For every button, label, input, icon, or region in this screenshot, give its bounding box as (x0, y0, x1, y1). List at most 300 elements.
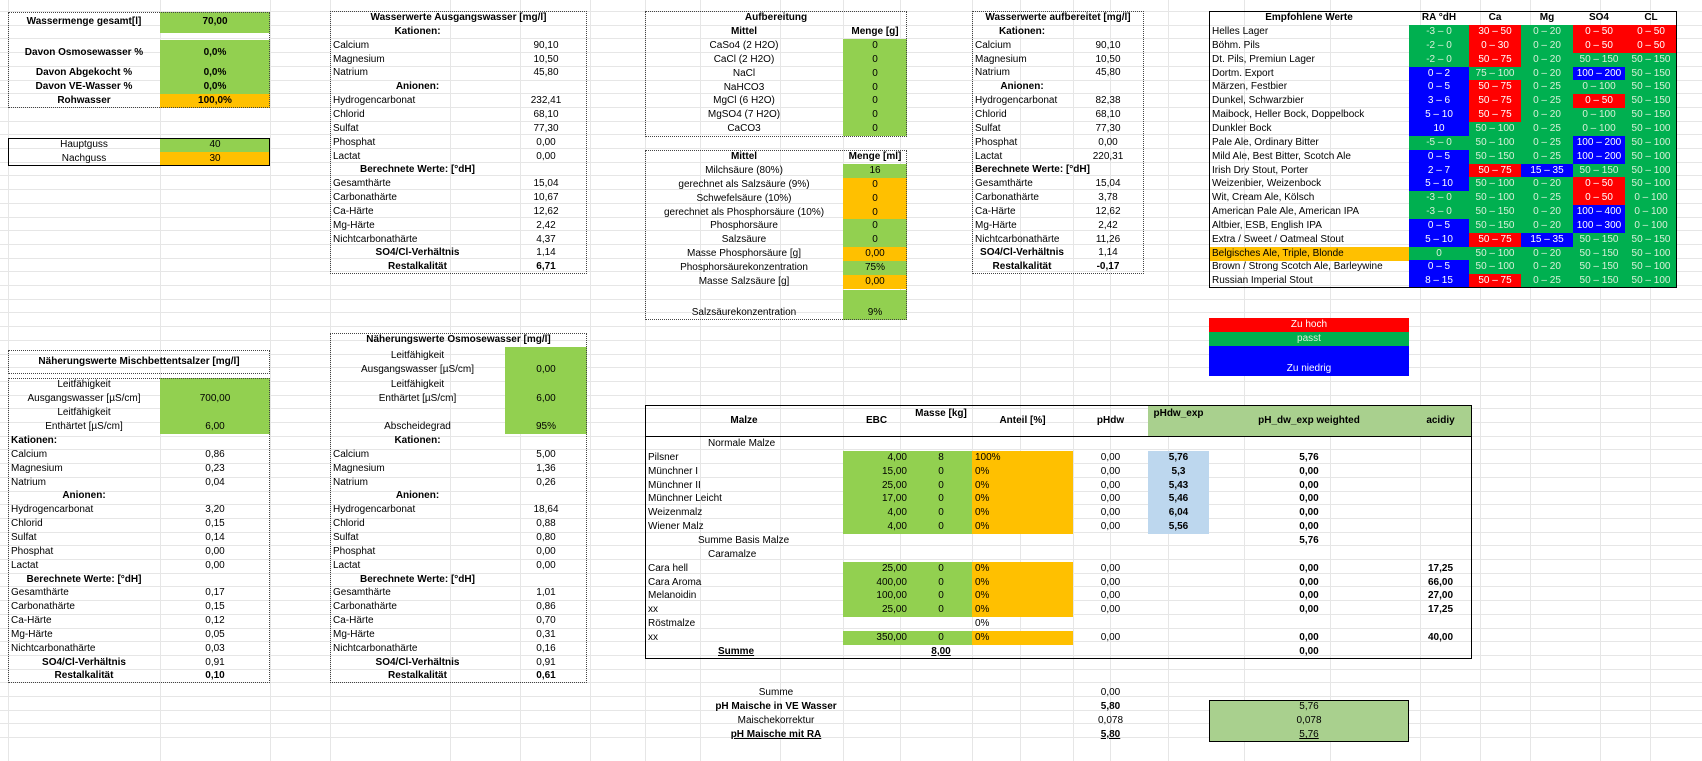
acid-name: Phosphorsäurekonzentration (680, 262, 808, 273)
osmose-ion-label: Natrium (333, 477, 369, 488)
leit-label: Enthärtet [µS/cm] (378, 393, 457, 404)
malt-phdw: 0,00 (1100, 590, 1121, 601)
beer-style[interactable]: Russian Imperial Stout (1212, 275, 1313, 286)
beer-style[interactable]: Wit, Cream Ale, Kölsch (1212, 192, 1315, 203)
mischbett-hardness-value[interactable]: 0,12 (205, 615, 225, 626)
malt-share[interactable]: 100% (972, 451, 1073, 465)
malt-ph-weighted: 0,00 (1299, 563, 1319, 574)
beer-style[interactable]: Dunkel, Schwarzbier (1212, 95, 1304, 106)
mischbett-ion-label: Magnesium (11, 463, 63, 474)
guss-label: Hauptguss (60, 139, 108, 150)
empfohlen-title: Empfohlene Werte (1265, 12, 1353, 23)
mischbett-ion-label: Calcium (11, 449, 48, 460)
malt-share[interactable]: 0% (972, 631, 1073, 645)
range-cell: 50 – 150 (1573, 233, 1625, 247)
range-cell: 50 – 150 (1573, 260, 1625, 274)
ausgangswasser-ion-value[interactable]: 232,41 (530, 95, 562, 106)
beer-style[interactable]: Weizenbier, Weizenbock (1212, 178, 1322, 189)
range-cell: 0 – 20 (1521, 205, 1573, 219)
mischbett-hardness-value[interactable]: 0,17 (205, 587, 225, 598)
malt-phdw-exp: 5,3 (1148, 465, 1209, 479)
range-cell: 0 – 50 (1573, 25, 1625, 39)
range-cell: 100 – 200 (1573, 150, 1625, 164)
beer-style[interactable]: Helles Lager (1212, 26, 1269, 37)
guss-label: Nachguss (61, 153, 107, 164)
malt-ph-weighted: 5,76 (1299, 452, 1319, 463)
malze-col-head: pHdw_exp (1148, 405, 1209, 437)
range-cell: 0 – 50 (1573, 39, 1625, 53)
malt-ebc[interactable]: 4,00 (843, 520, 910, 534)
aufbereitet-ion-value[interactable]: 45,80 (1095, 67, 1121, 78)
acid-amount[interactable]: 16 (843, 164, 907, 178)
malt-share[interactable]: 0% (972, 562, 1073, 576)
malt-phdw: 0,00 (1100, 563, 1121, 574)
range-cell: 0 – 25 (1521, 274, 1573, 288)
malt-name: Cara Aroma (648, 577, 702, 588)
salt-amount[interactable]: 0 (843, 81, 907, 95)
aufbereitet-ion-value[interactable]: 82,38 (1095, 95, 1121, 106)
beer-style[interactable]: Dortm. Export (1212, 68, 1274, 79)
acid-amount[interactable]: 9% (843, 306, 907, 320)
ausgangswasser-hardness-value[interactable]: 2,42 (536, 220, 556, 231)
ausgangswasser-ion-value[interactable]: 0,00 (536, 137, 556, 148)
ausgangswasser-rest-label: Restalkalität (388, 261, 447, 272)
ausgangswasser-box (330, 11, 587, 274)
mischbett-ion-label: Chlorid (11, 518, 43, 529)
range-cell: 0 – 20 (1521, 39, 1573, 53)
aufbereitet-ion-value[interactable]: 68,10 (1095, 109, 1121, 120)
empfohlen-col-head: Ca (1488, 12, 1502, 23)
beer-style[interactable]: Irish Dry Stout, Porter (1212, 165, 1309, 176)
ausgangswasser-rest-value[interactable]: 6,71 (536, 261, 556, 272)
empfohlen-col-head: SO4 (1588, 12, 1609, 23)
beer-style[interactable]: Böhm. Pils (1212, 40, 1260, 51)
malt-name: xx (648, 632, 658, 643)
malze-col-head: pHdw (1096, 415, 1125, 426)
salt-name: MgSO4 (7 H2O) (707, 109, 781, 120)
aufbereitet-ratio-label: SO4/Cl-Verhältnis (980, 247, 1064, 258)
osmose-hardness-value[interactable]: 0,70 (536, 615, 556, 626)
ausgangswasser-ratio-value[interactable]: 1,14 (536, 247, 556, 258)
range-cell: 0 – 100 (1625, 219, 1677, 233)
malt-share[interactable]: 0% (972, 492, 1073, 506)
range-cell: 50 – 100 (1625, 136, 1677, 150)
malt-ph-weighted: 0,00 (1299, 507, 1319, 518)
leit-value[interactable]: 700,00 (160, 392, 270, 406)
malt-mass[interactable]: 0 (910, 603, 972, 617)
mischbett-hardness-value[interactable]: 0,03 (205, 643, 225, 654)
range-cell: 50 – 100 (1469, 247, 1521, 261)
malt-share[interactable]: 0% (972, 506, 1073, 520)
range-cell: 50 – 75 (1469, 233, 1521, 247)
ausgangswasser-berechnet-label: Berechnete Werte: [°dH] (360, 164, 475, 175)
osmose-ion-value[interactable]: 0,00 (536, 560, 556, 571)
beer-style[interactable]: Maibock, Heller Bock, Doppelbock (1212, 109, 1365, 120)
malt-ebc[interactable]: 350,00 (843, 631, 910, 645)
wassermenge-label: Davon Osmosewasser % (24, 47, 144, 58)
range-cell: 0 – 100 (1625, 205, 1677, 219)
aufbereitet-title: Wasserwerte aufbereitet [mg/l] (985, 12, 1131, 23)
malt-phdw-exp: 5,76 (1148, 451, 1209, 465)
osmose-ion-label: Sulfat (333, 532, 359, 543)
malt-share[interactable]: 0% (972, 520, 1073, 534)
salt-amount[interactable]: 0 (843, 39, 907, 53)
mischbett-ion-value[interactable]: 0,14 (205, 532, 225, 543)
salt-name: CaCl (2 H2O) (713, 54, 775, 65)
malt-name: Cara hell (648, 563, 689, 574)
osmose-ion-value[interactable]: 0,00 (536, 546, 556, 557)
osmose-hardness-value[interactable]: 0,31 (536, 629, 556, 640)
mischbett-hardness-value[interactable]: 0,15 (205, 601, 225, 612)
range-cell: 50 – 75 (1469, 274, 1521, 288)
acid-amount[interactable]: 0 (843, 192, 907, 206)
malt-share[interactable]: 0% (972, 589, 1073, 603)
aufbereitet-hardness-label: Nichtcarbonathärte (975, 234, 1060, 245)
malt-ebc[interactable]: 25,00 (843, 562, 910, 576)
malt-name: Wiener Malz (648, 521, 704, 532)
range-cell: 50 – 100 (1469, 191, 1521, 205)
mischbett-ion-label: Hydrogencarbonat (11, 504, 94, 515)
malt-acidity: 40,00 (1427, 632, 1454, 643)
mischbett-ion-value[interactable]: 0,15 (205, 518, 225, 529)
acid-name: gerechnet als Salzsäure (9%) (678, 179, 810, 190)
malt-name: xx (648, 604, 658, 615)
acid-name: Masse Phosphorsäure [g] (687, 248, 801, 259)
malze-section: Normale Malze (708, 438, 776, 449)
osmose-ion-value[interactable]: 0,80 (536, 532, 556, 543)
range-cell: 0 – 20 (1521, 219, 1573, 233)
malt-name: Weizenmalz (648, 507, 703, 518)
beer-style[interactable]: Brown / Strong Scotch Ale, Barleywine (1212, 261, 1383, 272)
osmose-hardness-label: Gesamthärte (333, 587, 391, 598)
beer-style[interactable]: Belgisches Ale, Triple, Blonde (1209, 247, 1409, 261)
mischbett-hardness-label: Carbonathärte (11, 601, 75, 612)
osmose-ion-label: Magnesium (333, 463, 385, 474)
malt-phdw: 0,00 (1100, 521, 1121, 532)
beer-style[interactable]: Extra / Sweet / Oatmeal Stout (1212, 234, 1344, 245)
acid-name: Salzsäure (721, 234, 767, 245)
malt-name: Melanoidin (648, 590, 697, 601)
maische-value: 5,80 (1100, 701, 1121, 712)
aufbereitung-col-head: Mittel (730, 26, 758, 37)
malt-share[interactable]: 0% (972, 479, 1073, 493)
malt-mass[interactable]: 0 (910, 479, 972, 493)
acid-amount[interactable]: 0 (843, 206, 907, 220)
aufbereitet-hardness-value[interactable]: 12,62 (1095, 206, 1121, 217)
aufbereitet-hardness-value[interactable]: 15,04 (1095, 178, 1121, 189)
ausgangswasser-ion-value[interactable]: 10,50 (533, 54, 559, 65)
acid-amount[interactable]: 0,00 (843, 247, 907, 261)
maische-label: Summe (758, 687, 794, 698)
ausgangswasser-hardness-value[interactable]: 4,37 (536, 234, 556, 245)
aufbereitet-ion-label: Hydrogencarbonat (975, 95, 1058, 106)
guss-value[interactable]: 40 (160, 138, 270, 152)
malt-ebc[interactable]: 15,00 (843, 465, 910, 479)
salt-amount[interactable]: 0 (843, 53, 907, 67)
malt-mass[interactable]: 0 (910, 589, 972, 603)
osmose-hardness-value[interactable]: 1,01 (536, 587, 556, 598)
range-cell: 0 – 100 (1573, 108, 1625, 122)
mischbett-box (8, 378, 270, 683)
range-cell: 0 – 25 (1521, 191, 1573, 205)
malt-ebc[interactable]: 400,00 (843, 576, 910, 590)
mischbett-ion-label: Natrium (11, 477, 47, 488)
malze-col-head: Malze (730, 415, 758, 426)
wassermenge-value[interactable]: 0,0% (160, 66, 270, 80)
wassermenge-value[interactable]: 0,0% (160, 40, 270, 66)
maische-value: 0,078 (1097, 715, 1124, 726)
abscheide-value[interactable]: 95% (505, 420, 587, 434)
osmose-hardness-value[interactable]: 0,16 (536, 643, 556, 654)
mischbett-ion-label: Phosphat (11, 546, 54, 557)
acid-name: Milchsäure (80%) (705, 165, 783, 176)
aufbereitet-hardness-value[interactable]: 11,26 (1095, 234, 1121, 245)
mischbett-anionen-label: Anionen: (62, 490, 106, 501)
gridline (590, 0, 591, 761)
ausgangswasser-hardness-label: Gesamthärte (333, 178, 391, 189)
range-cell: 0 – 25 (1521, 122, 1573, 136)
ausgangswasser-ion-value[interactable]: 90,10 (533, 40, 559, 51)
aufbereitet-ion-label: Calcium (975, 40, 1012, 51)
malt-phdw: 0,00 (1100, 480, 1121, 491)
malt-name: Münchner I (648, 466, 699, 477)
ausgangswasser-ion-value[interactable]: 68,10 (533, 109, 559, 120)
range-cell: 15 – 35 (1521, 233, 1573, 247)
mischbett-title: Näherungswerte Mischbettentsalzer [mg/l] (38, 356, 240, 367)
wassermenge-value[interactable]: 70,00 (160, 12, 270, 33)
osmose-ion-label: Chlorid (333, 518, 365, 529)
aufbereitet-hardness-label: Gesamthärte (975, 178, 1033, 189)
range-cell: 0 – 5 (1409, 150, 1469, 164)
mischbett-ion-value[interactable]: 0,00 (205, 546, 225, 557)
malze-col-head: EBC (865, 415, 888, 426)
malt-phdw: 0,00 (1100, 577, 1121, 588)
mischbett-ratio-value[interactable]: 0,91 (205, 657, 225, 668)
range-cell: 0 – 5 (1409, 80, 1469, 94)
mischbett-ion-value[interactable]: 0,86 (205, 449, 225, 460)
osmose-ion-value[interactable]: 0,26 (536, 477, 556, 488)
malt-mass[interactable]: 0 (910, 576, 972, 590)
malt-phdw: 0,00 (1100, 604, 1121, 615)
ausgangswasser-hardness-value[interactable]: 10,67 (533, 192, 559, 203)
aufbereitet-ion-value[interactable]: 90,10 (1095, 40, 1121, 51)
leit-value[interactable]: 6,00 (505, 392, 587, 406)
beer-style[interactable]: Dt. Pils, Premiun Lager (1212, 54, 1315, 65)
wassermenge-label: Wassermenge gesamt[l] (26, 16, 142, 27)
osmose-ion-value[interactable]: 18,64 (533, 504, 559, 515)
range-cell: 50 – 100 (1469, 122, 1521, 136)
salt-name: CaCO3 (727, 123, 761, 134)
malt-ebc[interactable]: 17,00 (843, 492, 910, 506)
summe-basis-value: 5,76 (1299, 535, 1319, 546)
osmose-ratio-label: SO4/Cl-Verhältnis (375, 657, 460, 668)
malt-ebc[interactable]: 4,00 (843, 506, 910, 520)
acid-amount[interactable]: 0 (843, 233, 907, 247)
osmose-hardness-label: Carbonathärte (333, 601, 397, 612)
guss-value[interactable]: 30 (160, 152, 270, 166)
osmose-ion-label: Calcium (333, 449, 370, 460)
malt-ebc[interactable]: 25,00 (843, 479, 910, 493)
ausgangswasser-ion-value[interactable]: 77,30 (533, 123, 559, 134)
salt-amount[interactable]: 0 (843, 122, 907, 136)
acid-amount[interactable]: 0,00 (843, 275, 907, 289)
range-cell: 50 – 100 (1469, 260, 1521, 274)
osmose-ion-value[interactable]: 1,36 (536, 463, 556, 474)
malt-ebc[interactable]: 100,00 (843, 589, 910, 603)
mischbett-hardness-value[interactable]: 0,05 (205, 629, 225, 640)
mischbett-hardness-label: Nichtcarbonathärte (11, 643, 96, 654)
maische-weighted: 0,078 (1209, 714, 1409, 728)
osmose-ion-value[interactable]: 0,88 (536, 518, 556, 529)
malt-phdw: 0,00 (1100, 632, 1121, 643)
mischbett-berechnet-label: Berechnete Werte: [°dH] (26, 574, 142, 585)
range-cell: 50 – 150 (1573, 53, 1625, 67)
mischbett-ion-value[interactable]: 3,20 (205, 504, 225, 515)
range-cell: 50 – 75 (1469, 94, 1521, 108)
osmose-ratio-value[interactable]: 0,91 (536, 657, 556, 668)
malt-ph-weighted: 0,00 (1299, 493, 1319, 504)
mischbett-ion-value[interactable]: 0,04 (205, 477, 225, 488)
malt-mass[interactable]: 0 (910, 492, 972, 506)
aufbereitet-ion-label: Phosphat (975, 137, 1018, 148)
ausgangswasser-ion-label: Sulfat (333, 123, 359, 134)
salt-amount[interactable]: 0 (843, 108, 907, 122)
range-cell: 0 (1409, 247, 1469, 261)
ausgangswasser-hardness-value[interactable]: 12,62 (533, 206, 559, 217)
aufbereitung-col-head: Menge [g] (851, 26, 899, 37)
summe-label: Summe (718, 646, 755, 657)
range-cell: 0 – 20 (1521, 67, 1573, 81)
malt-share[interactable]: 0% (972, 603, 1073, 617)
malze-section: Röstmalze (648, 618, 696, 629)
malt-share[interactable]: 0% (972, 576, 1073, 590)
leit-label: Leitfähigkeit (57, 379, 111, 390)
range-cell: 0 – 25 (1521, 80, 1573, 94)
malt-phdw: 0,00 (1100, 452, 1121, 463)
range-cell: -3 – 0 (1409, 191, 1469, 205)
malt-mass[interactable]: 0 (910, 465, 972, 479)
ausgangswasser-ion-label: Natrium (333, 67, 369, 78)
range-cell: 0 – 5 (1409, 260, 1469, 274)
osmose-ion-label: Hydrogencarbonat (333, 504, 416, 515)
wassermenge-value[interactable]: 100,0% (160, 94, 270, 108)
range-cell: 50 – 150 (1625, 94, 1677, 108)
ausgangswasser-kationen-label: Kationen: (394, 26, 441, 37)
range-cell: 50 – 75 (1469, 53, 1521, 67)
aufbereitet-hardness-label: Carbonathärte (975, 192, 1039, 203)
beer-style[interactable]: Dunkler Bock (1212, 123, 1272, 134)
malze-col-head: pH_dw_exp weighted (1209, 405, 1409, 437)
ausgangswasser-hardness-label: Mg-Härte (333, 220, 375, 231)
acid-amount[interactable]: 0 (843, 219, 907, 233)
osmose-ion-value[interactable]: 5,00 (536, 449, 556, 460)
ausgangswasser-hardness-label: Nichtcarbonathärte (333, 234, 418, 245)
malt-name: Pilsner (648, 452, 679, 463)
range-cell: 50 – 100 (1625, 247, 1677, 261)
ausgangswasser-hardness-value[interactable]: 15,04 (533, 178, 559, 189)
mischbett-rest-value[interactable]: 0,10 (205, 670, 225, 681)
mischbett-kationen-label: Kationen: (11, 435, 58, 446)
malt-ebc[interactable]: 25,00 (843, 603, 910, 617)
aufbereitet-ion-value[interactable]: 10,50 (1095, 54, 1121, 65)
malt-mass[interactable]: 8 (910, 451, 972, 465)
aufbereitet-ratio-value[interactable]: 1,14 (1098, 247, 1118, 258)
osmose-hardness-value[interactable]: 0,86 (536, 601, 556, 612)
range-cell: 0 – 20 (1521, 53, 1573, 67)
malt-ph-weighted: 0,00 (1299, 521, 1319, 532)
salt-amount[interactable]: 0 (843, 94, 907, 108)
aufbereitet-ion-value[interactable]: 0,00 (1098, 137, 1118, 148)
range-cell: 50 – 100 (1625, 177, 1677, 191)
salt-name: NaHCO3 (723, 82, 765, 93)
range-cell: 0 – 20 (1521, 260, 1573, 274)
beer-style[interactable]: Mild Ale, Best Bitter, Scotch Ale (1212, 151, 1351, 162)
malze-section: Caramalze (708, 549, 757, 560)
ausgangswasser-ratio-label: SO4/Cl-Verhältnis (375, 247, 460, 258)
maische-label: pH Maische in VE Wasser (715, 701, 837, 712)
range-cell: 0 – 25 (1521, 136, 1573, 150)
beer-style[interactable]: Pale Ale, Ordinary Bitter (1212, 137, 1319, 148)
ausgangswasser-ion-value[interactable]: 0,00 (536, 151, 556, 162)
aufbereitet-hardness-value[interactable]: 3,78 (1098, 192, 1118, 203)
range-cell: 0 – 20 (1521, 108, 1573, 122)
malt-phdw: 0,00 (1100, 507, 1121, 518)
range-cell: 50 – 75 (1469, 164, 1521, 178)
acid-amount[interactable]: 0 (843, 178, 907, 192)
malt-mass[interactable]: 0 (910, 562, 972, 576)
aufbereitet-hardness-value[interactable]: 2,42 (1098, 220, 1118, 231)
beer-style[interactable]: Altbier, ESB, English IPA (1212, 220, 1322, 231)
legend-gr: passt (1209, 332, 1409, 346)
beer-style[interactable]: American Pale Ale, American IPA (1212, 206, 1360, 217)
aufbereitet-ion-value[interactable]: 220,31 (1092, 151, 1124, 162)
malt-mass[interactable]: 0 (910, 520, 972, 534)
range-cell: 0 – 50 (1573, 191, 1625, 205)
salt-amount[interactable]: 0 (843, 67, 907, 81)
range-cell: 50 – 100 (1469, 177, 1521, 191)
aufbereitet-rest-value[interactable]: -0,17 (1096, 261, 1120, 272)
aufbereitung-col-head: Mittel (730, 151, 758, 162)
range-cell: 75 – 100 (1469, 67, 1521, 81)
range-cell: 15 – 35 (1521, 164, 1573, 178)
beer-style[interactable]: Märzen, Festbier (1212, 81, 1288, 92)
mischbett-ion-value[interactable]: 0,00 (205, 560, 225, 571)
ausgangswasser-ion-value[interactable]: 45,80 (533, 67, 559, 78)
mischbett-rest-label: Restalkalität (54, 670, 114, 681)
osmose-box (330, 333, 587, 683)
acid-name: Schwefelsäure (10%) (696, 193, 792, 204)
malt-mass[interactable]: 0 (910, 506, 972, 520)
mischbett-ion-value[interactable]: 0,23 (205, 463, 225, 474)
osmose-rest-value[interactable]: 0,61 (536, 670, 556, 681)
wassermenge-value[interactable]: 0,0% (160, 80, 270, 94)
malt-acidity: 27,00 (1427, 590, 1454, 601)
acid-amount[interactable]: 75% (843, 261, 907, 275)
gridline (0, 326, 1702, 327)
malt-mass[interactable]: 0 (910, 631, 972, 645)
range-cell: 50 – 150 (1573, 247, 1625, 261)
malt-acidity: 17,25 (1427, 604, 1454, 615)
leit-value[interactable]: 6,00 (160, 420, 270, 434)
aufbereitet-box (972, 11, 1144, 274)
leit-value[interactable]: 0,00 (505, 363, 587, 377)
malt-share[interactable]: 0% (972, 465, 1073, 479)
malt-name: Münchner Leicht (648, 493, 722, 504)
range-cell: 0 – 100 (1573, 80, 1625, 94)
aufbereitet-ion-value[interactable]: 77,30 (1095, 123, 1121, 134)
malt-ebc[interactable]: 4,00 (843, 451, 910, 465)
osmose-hardness-label: Mg-Härte (333, 629, 375, 640)
